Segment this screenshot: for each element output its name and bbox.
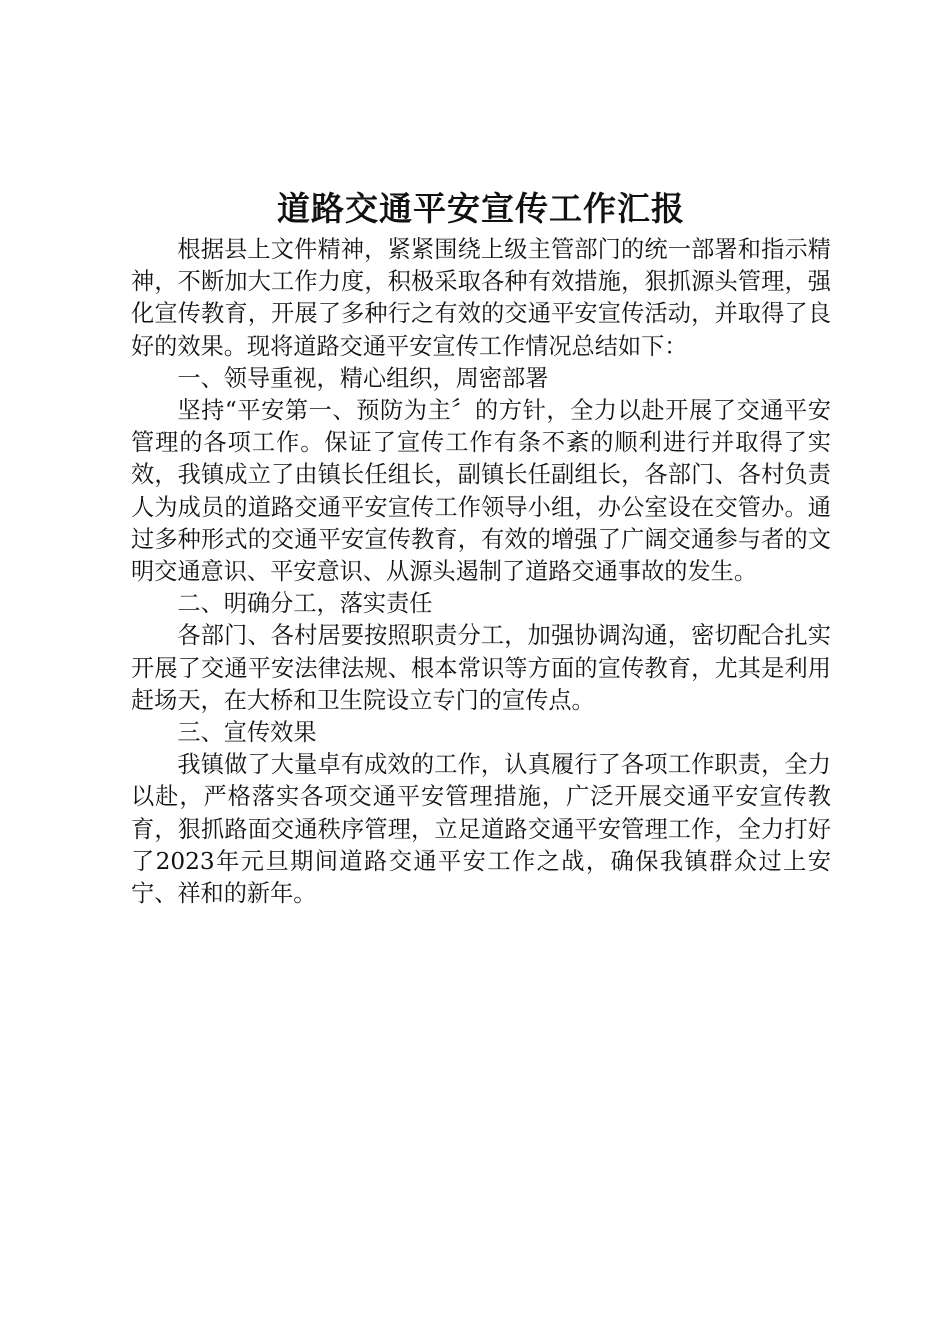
section-3-body: 我镇做了大量卓有成效的工作，认真履行了各项工作职责，全力以赴，严格落实各项交通平安管理措施，广泛开展交通平安宣传教育，狠抓路面交通秩序管理，立足道路交通平安管理工作，全力打好了2023年元旦期间道路交通平安工作之战，确保我镇群众过上安宁、祥和的新年。 <box>131 751 831 908</box>
section-3-heading: 三、宣传效果 <box>177 719 317 747</box>
document-title: 道路交通平安宣传工作汇报 <box>277 189 685 228</box>
section-1-heading: 一、领导重视，精心组织，周密部署 <box>177 364 549 392</box>
section-2-heading: 二、明确分工，落实责任 <box>177 590 433 618</box>
section-2-body: 各部门、各村居要按照职责分工，加强协调沟通，密切配合扎实开展了交通平安法律法规、根本常识等方面的宣传教育，尤其是利用赶场天，在大桥和卫生院设立专门的宣传点。 <box>131 622 831 714</box>
document-page <box>131 186 831 910</box>
intro-paragraph: 根据县上文件精神，紧紧围绕上级主管部门的统一部署和指示精神，不断加大工作力度，积极采取各种有效措施，狠抓源头管理，强化宣传教育，开展了多种行之有效的交通平安宣传活动，并取得了良好的效果。现将道路交通平安宣传工作情况总结如下： <box>131 236 831 360</box>
section-1-body: 坚持“平安第一、预防为主〞的方针，全力以赴开展了交通平安管理的各项工作。保证了宣传工作有条不紊的顺利进行并取得了实效，我镇成立了由镇长任组长，副镇长任副组长，各部门、各村负责人为成员的道路交通平安宣传工作领导小组，办公室设在交管办。通过多种形式的交通平安宣传教育，有效的增强了广阔交通参与者的文明交通意识、平安意识、从源头遏制了道路交通事故的发生。 <box>131 397 831 586</box>
